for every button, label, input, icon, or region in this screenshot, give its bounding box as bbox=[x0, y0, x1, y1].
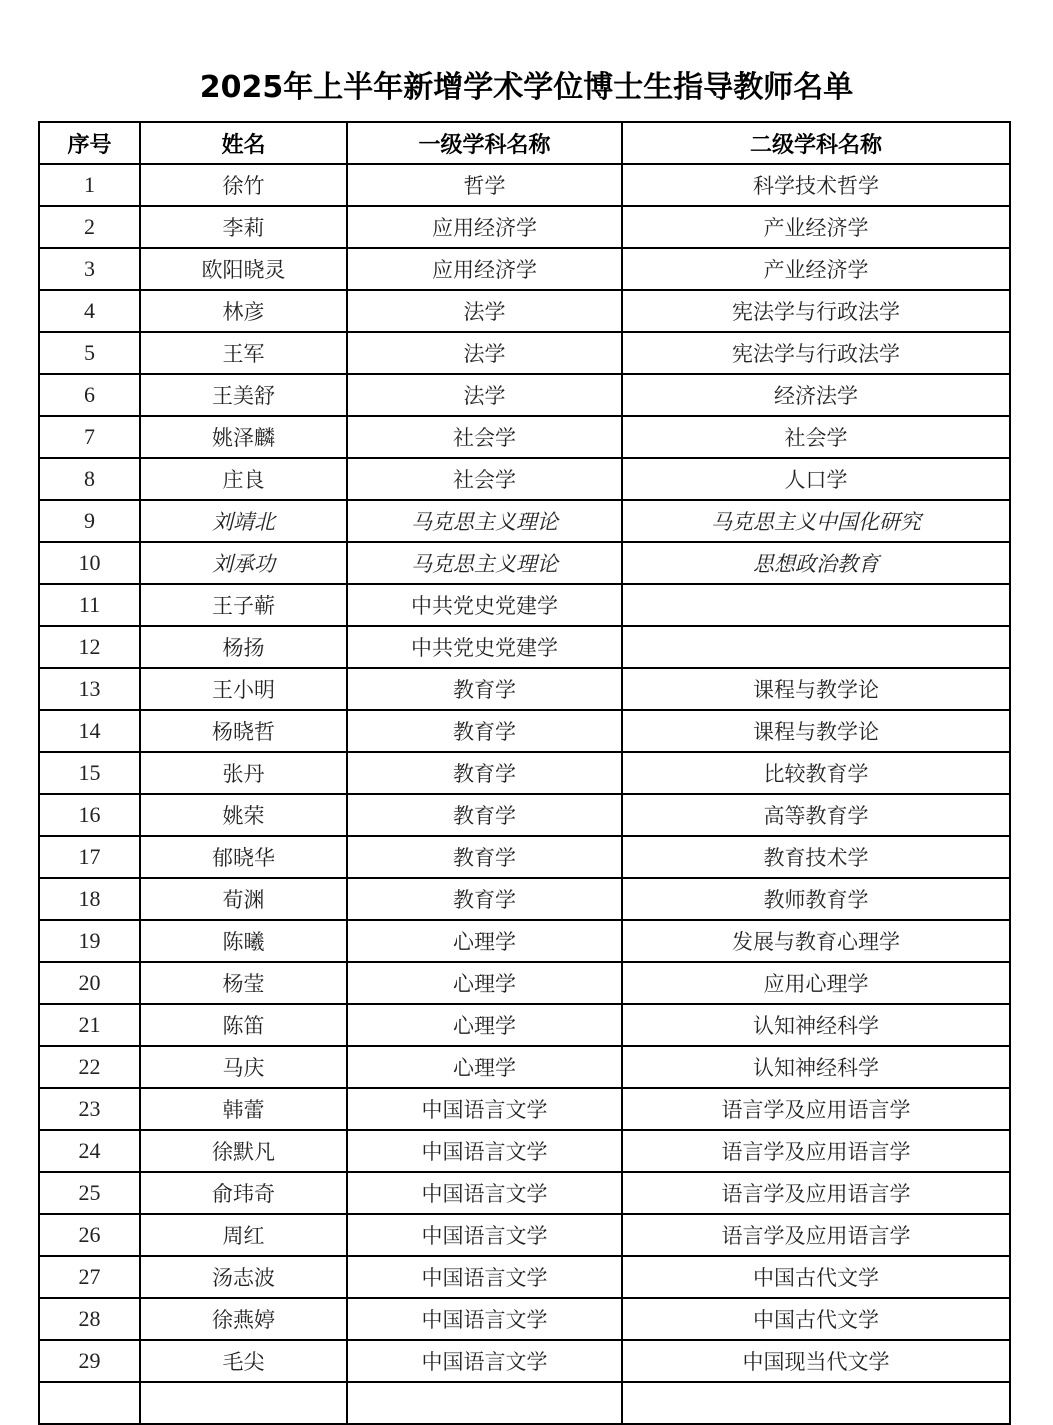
second-level-discipline: 经济法学 bbox=[622, 374, 1010, 416]
first-level-discipline: 教育学 bbox=[347, 836, 622, 878]
row-number: 29 bbox=[39, 1340, 140, 1382]
supervisor-name: 林彦 bbox=[140, 290, 347, 332]
supervisor-name: 王美舒 bbox=[140, 374, 347, 416]
supervisor-table bbox=[38, 121, 1011, 1425]
supervisor-name: 庄良 bbox=[140, 458, 347, 500]
second-level-discipline: 认知神经科学 bbox=[622, 1046, 1010, 1088]
table-row bbox=[39, 584, 1010, 626]
row-number: 2 bbox=[39, 206, 140, 248]
row-number: 26 bbox=[39, 1214, 140, 1256]
first-level-discipline: 中国语言文学 bbox=[347, 1130, 622, 1172]
supervisor-name: 郁晓华 bbox=[140, 836, 347, 878]
table-row bbox=[39, 668, 1010, 710]
second-level-discipline: 宪法学与行政法学 bbox=[622, 332, 1010, 374]
second-level-discipline: 发展与教育心理学 bbox=[622, 920, 1010, 962]
row-number bbox=[39, 1382, 140, 1424]
supervisor-name: 徐燕婷 bbox=[140, 1298, 347, 1340]
first-level-discipline: 马克思主义理论 bbox=[347, 542, 622, 584]
second-level-discipline: 课程与教学论 bbox=[622, 710, 1010, 752]
table-body bbox=[39, 164, 1010, 1424]
row-number: 4 bbox=[39, 290, 140, 332]
first-level-discipline: 社会学 bbox=[347, 458, 622, 500]
table-row bbox=[39, 416, 1010, 458]
second-level-discipline: 人口学 bbox=[622, 458, 1010, 500]
second-level-discipline: 课程与教学论 bbox=[622, 668, 1010, 710]
supervisor-name bbox=[140, 1382, 347, 1424]
document-title: 2025年上半年新增学术学位博士生指导教师名单 bbox=[199, 70, 854, 105]
supervisor-name: 陈笛 bbox=[140, 1004, 347, 1046]
row-number: 23 bbox=[39, 1088, 140, 1130]
row-number: 1 bbox=[39, 164, 140, 206]
table-row bbox=[39, 1130, 1010, 1172]
first-level-discipline: 心理学 bbox=[347, 1004, 622, 1046]
table-row bbox=[39, 710, 1010, 752]
supervisor-name: 徐竹 bbox=[140, 164, 347, 206]
table-row bbox=[39, 1172, 1010, 1214]
first-level-discipline: 法学 bbox=[347, 374, 622, 416]
table-row bbox=[39, 206, 1010, 248]
first-level-discipline: 中国语言文学 bbox=[347, 1298, 622, 1340]
second-level-discipline: 宪法学与行政法学 bbox=[622, 290, 1010, 332]
first-level-discipline: 应用经济学 bbox=[347, 248, 622, 290]
supervisor-name: 杨晓哲 bbox=[140, 710, 347, 752]
first-level-discipline: 教育学 bbox=[347, 710, 622, 752]
table-row bbox=[39, 1340, 1010, 1382]
second-level-discipline: 应用心理学 bbox=[622, 962, 1010, 1004]
second-level-discipline: 社会学 bbox=[622, 416, 1010, 458]
row-number: 6 bbox=[39, 374, 140, 416]
table-row bbox=[39, 962, 1010, 1004]
table-row bbox=[39, 878, 1010, 920]
row-number: 7 bbox=[39, 416, 140, 458]
table-row bbox=[39, 752, 1010, 794]
first-level-discipline: 心理学 bbox=[347, 920, 622, 962]
row-number: 24 bbox=[39, 1130, 140, 1172]
second-level-discipline: 思想政治教育 bbox=[622, 542, 1010, 584]
first-level-discipline: 教育学 bbox=[347, 668, 622, 710]
supervisor-name: 刘靖北 bbox=[140, 500, 347, 542]
first-level-discipline: 心理学 bbox=[347, 1046, 622, 1088]
row-number: 5 bbox=[39, 332, 140, 374]
first-level-discipline: 中国语言文学 bbox=[347, 1340, 622, 1382]
second-level-discipline: 语言学及应用语言学 bbox=[622, 1130, 1010, 1172]
row-number: 10 bbox=[39, 542, 140, 584]
first-level-discipline bbox=[347, 1382, 622, 1424]
second-level-discipline bbox=[622, 1382, 1010, 1424]
supervisor-name: 姚泽麟 bbox=[140, 416, 347, 458]
first-level-discipline: 中国语言文学 bbox=[347, 1172, 622, 1214]
supervisor-name: 刘承功 bbox=[140, 542, 347, 584]
second-level-discipline: 产业经济学 bbox=[622, 248, 1010, 290]
supervisor-name: 欧阳晓灵 bbox=[140, 248, 347, 290]
table-row bbox=[39, 1214, 1010, 1256]
supervisor-name: 王军 bbox=[140, 332, 347, 374]
row-number: 16 bbox=[39, 794, 140, 836]
first-level-discipline: 哲学 bbox=[347, 164, 622, 206]
supervisor-name: 荀渊 bbox=[140, 878, 347, 920]
header-first-level-discipline: 一级学科名称 bbox=[347, 122, 622, 164]
supervisor-name: 杨莹 bbox=[140, 962, 347, 1004]
header-number: 序号 bbox=[39, 122, 140, 164]
row-number: 20 bbox=[39, 962, 140, 1004]
second-level-discipline: 教育技术学 bbox=[622, 836, 1010, 878]
second-level-discipline: 中国古代文学 bbox=[622, 1298, 1010, 1340]
table-row bbox=[39, 1088, 1010, 1130]
row-number: 3 bbox=[39, 248, 140, 290]
table-row bbox=[39, 374, 1010, 416]
first-level-discipline: 应用经济学 bbox=[347, 206, 622, 248]
row-number: 18 bbox=[39, 878, 140, 920]
second-level-discipline: 中国现当代文学 bbox=[622, 1340, 1010, 1382]
table-row bbox=[39, 500, 1010, 542]
row-number: 15 bbox=[39, 752, 140, 794]
first-level-discipline: 法学 bbox=[347, 332, 622, 374]
table-row bbox=[39, 836, 1010, 878]
supervisor-name: 杨扬 bbox=[140, 626, 347, 668]
supervisor-name: 陈曦 bbox=[140, 920, 347, 962]
second-level-discipline: 科学技术哲学 bbox=[622, 164, 1010, 206]
table-row bbox=[39, 1046, 1010, 1088]
supervisor-name: 毛尖 bbox=[140, 1340, 347, 1382]
table-header-row bbox=[39, 122, 1010, 164]
supervisor-name: 汤志波 bbox=[140, 1256, 347, 1298]
table-row bbox=[39, 626, 1010, 668]
row-number: 8 bbox=[39, 458, 140, 500]
first-level-discipline: 法学 bbox=[347, 290, 622, 332]
second-level-discipline: 产业经济学 bbox=[622, 206, 1010, 248]
header-second-level-discipline: 二级学科名称 bbox=[622, 122, 1010, 164]
supervisor-name: 周红 bbox=[140, 1214, 347, 1256]
second-level-discipline: 高等教育学 bbox=[622, 794, 1010, 836]
row-number: 27 bbox=[39, 1256, 140, 1298]
row-number: 25 bbox=[39, 1172, 140, 1214]
first-level-discipline: 中共党史党建学 bbox=[347, 626, 622, 668]
second-level-discipline: 语言学及应用语言学 bbox=[622, 1214, 1010, 1256]
supervisor-name: 王子蕲 bbox=[140, 584, 347, 626]
supervisor-name: 徐默凡 bbox=[140, 1130, 347, 1172]
table-row bbox=[39, 1298, 1010, 1340]
second-level-discipline: 中国古代文学 bbox=[622, 1256, 1010, 1298]
table-row bbox=[39, 332, 1010, 374]
table-row bbox=[39, 1256, 1010, 1298]
supervisor-name: 韩蕾 bbox=[140, 1088, 347, 1130]
second-level-discipline bbox=[622, 626, 1010, 668]
second-level-discipline: 马克思主义中国化研究 bbox=[622, 500, 1010, 542]
table-row bbox=[39, 248, 1010, 290]
first-level-discipline: 教育学 bbox=[347, 878, 622, 920]
first-level-discipline: 马克思主义理论 bbox=[347, 500, 622, 542]
first-level-discipline: 教育学 bbox=[347, 794, 622, 836]
first-level-discipline: 中国语言文学 bbox=[347, 1088, 622, 1130]
table-row bbox=[39, 920, 1010, 962]
second-level-discipline bbox=[622, 584, 1010, 626]
row-number: 28 bbox=[39, 1298, 140, 1340]
first-level-discipline: 心理学 bbox=[347, 962, 622, 1004]
row-number: 9 bbox=[39, 500, 140, 542]
first-level-discipline: 中共党史党建学 bbox=[347, 584, 622, 626]
second-level-discipline: 语言学及应用语言学 bbox=[622, 1172, 1010, 1214]
row-number: 12 bbox=[39, 626, 140, 668]
row-number: 22 bbox=[39, 1046, 140, 1088]
table-row bbox=[39, 542, 1010, 584]
second-level-discipline: 语言学及应用语言学 bbox=[622, 1088, 1010, 1130]
supervisor-name: 王小明 bbox=[140, 668, 347, 710]
supervisor-name: 姚荣 bbox=[140, 794, 347, 836]
table-row bbox=[39, 290, 1010, 332]
row-number: 19 bbox=[39, 920, 140, 962]
second-level-discipline: 认知神经科学 bbox=[622, 1004, 1010, 1046]
first-level-discipline: 中国语言文学 bbox=[347, 1256, 622, 1298]
table-row bbox=[39, 1004, 1010, 1046]
first-level-discipline: 教育学 bbox=[347, 752, 622, 794]
row-number: 17 bbox=[39, 836, 140, 878]
table-row bbox=[39, 164, 1010, 206]
first-level-discipline: 中国语言文学 bbox=[347, 1214, 622, 1256]
first-level-discipline: 社会学 bbox=[347, 416, 622, 458]
row-number: 13 bbox=[39, 668, 140, 710]
supervisor-name: 张丹 bbox=[140, 752, 347, 794]
header-name: 姓名 bbox=[140, 122, 347, 164]
row-number: 21 bbox=[39, 1004, 140, 1046]
row-number: 14 bbox=[39, 710, 140, 752]
supervisor-name: 俞玮奇 bbox=[140, 1172, 347, 1214]
table-row bbox=[39, 458, 1010, 500]
table-row bbox=[39, 1382, 1010, 1424]
supervisor-name: 马庆 bbox=[140, 1046, 347, 1088]
second-level-discipline: 教师教育学 bbox=[622, 878, 1010, 920]
supervisor-name: 李莉 bbox=[140, 206, 347, 248]
row-number: 11 bbox=[39, 584, 140, 626]
second-level-discipline: 比较教育学 bbox=[622, 752, 1010, 794]
table-row bbox=[39, 794, 1010, 836]
